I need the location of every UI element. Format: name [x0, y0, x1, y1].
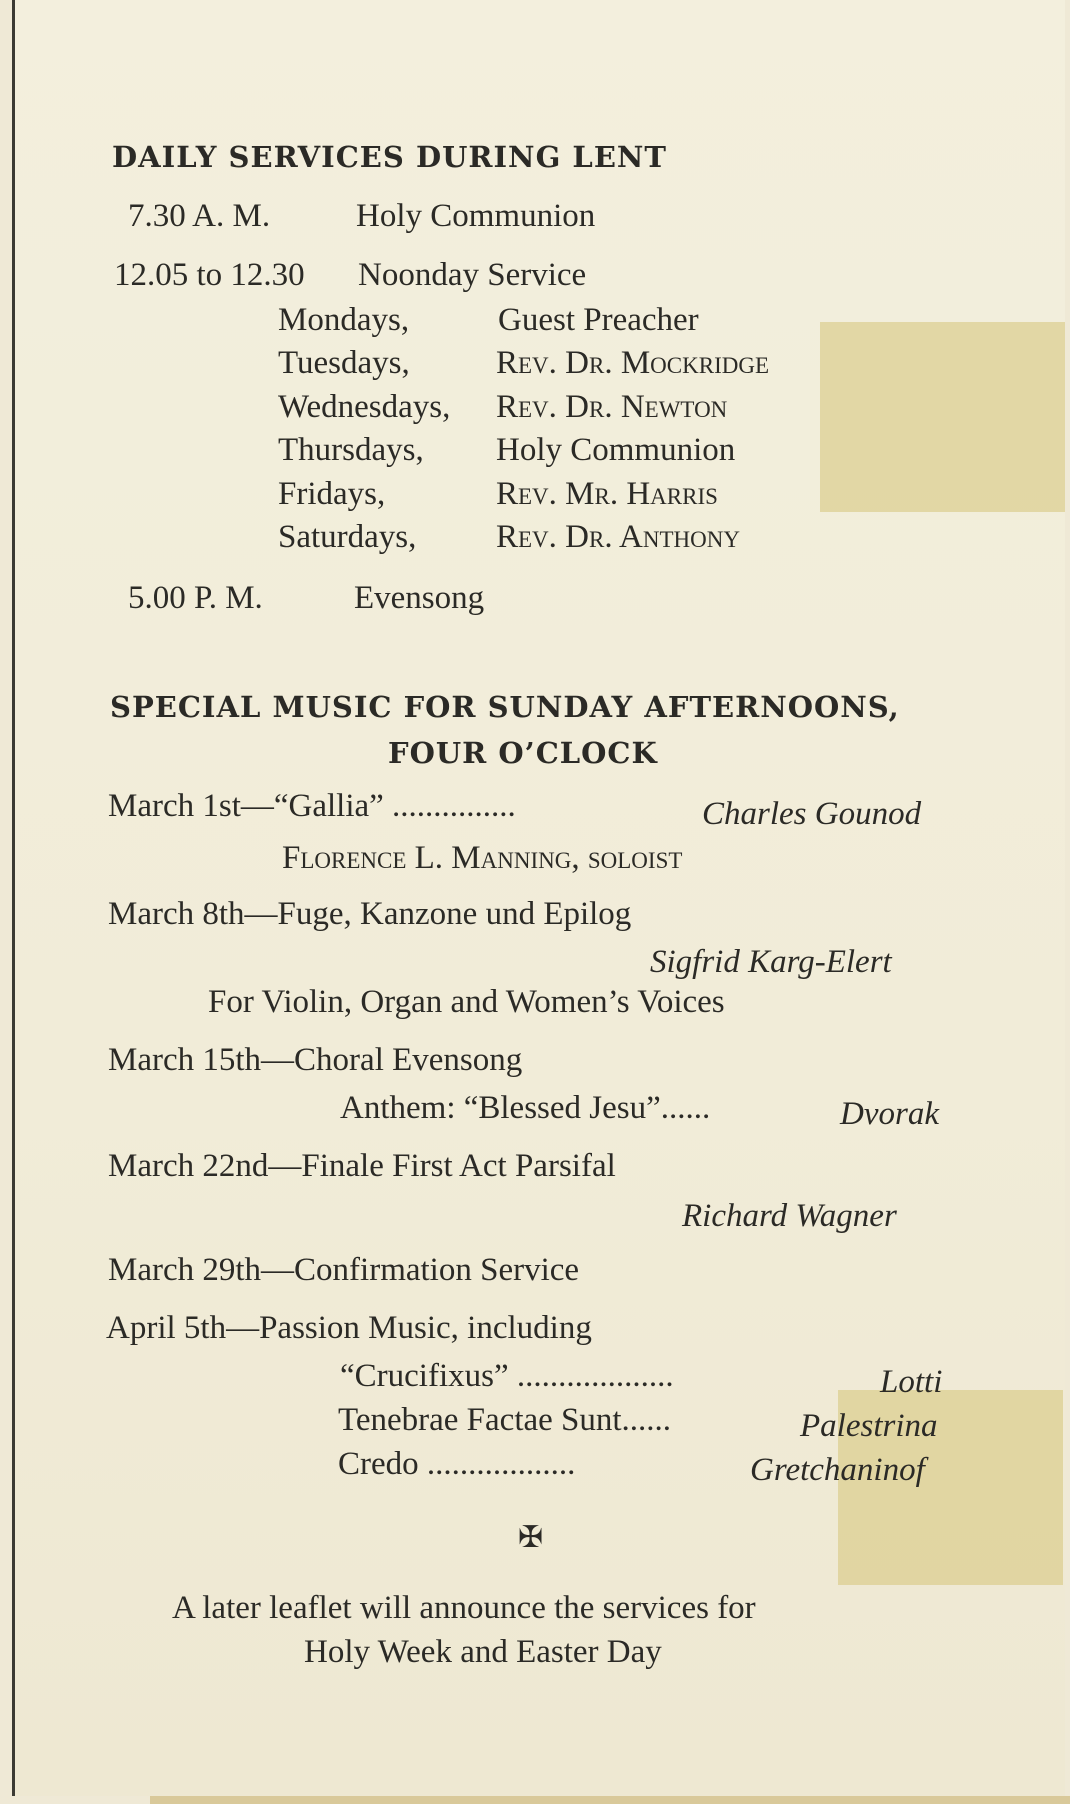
evening-time: 5.00 P. M.	[128, 580, 263, 616]
program-item: Credo ..................	[338, 1446, 576, 1482]
special-music-subheading: FOUR O’CLOCK	[388, 736, 658, 770]
program-entry: March 15th—Choral Evensong	[108, 1042, 523, 1078]
daily-services-heading: DAILY SERVICES DURING LENT	[112, 140, 668, 174]
anthem: Anthem: “Blessed Jesu”......	[340, 1090, 711, 1126]
morning-time: 7.30 A. M.	[128, 198, 271, 234]
weekday-name: Fridays,	[278, 476, 386, 512]
program-entry: April 5th—Passion Music, including	[106, 1310, 592, 1346]
noon-time: 12.05 to 12.30	[114, 257, 305, 293]
special-music-heading: SPECIAL MUSIC FOR SUNDAY AFTERNOONS,	[110, 690, 900, 724]
program-entry: March 29th—Confirmation Service	[108, 1252, 580, 1288]
program-entry: March 22nd—Finale First Act Parsifal	[108, 1148, 616, 1184]
soloist-note: Florence L. Manning, soloist	[282, 840, 683, 876]
evening-service: Evensong	[354, 580, 485, 616]
weekday-name: Mondays,	[278, 302, 410, 338]
program-note: For Violin, Organ and Women’s Voices	[208, 984, 725, 1020]
weekday-leader: Rev. Dr. Newton	[496, 389, 728, 425]
tape-stain	[820, 322, 1065, 512]
weekday-leader: Rev. Dr. Anthony	[496, 519, 740, 555]
weekday-leader: Rev. Dr. Mockridge	[496, 345, 770, 381]
weekday-name: Tuesdays,	[278, 345, 410, 381]
composer: Sigfrid Karg-Elert	[650, 944, 892, 980]
weekday-leader: Rev. Mr. Harris	[496, 476, 718, 512]
morning-service: Holy Communion	[356, 198, 596, 234]
composer: Lotti	[880, 1364, 943, 1400]
composer: Dvorak	[840, 1096, 939, 1132]
noon-service: Noonday Service	[358, 257, 587, 293]
program-entry: March 8th—Fuge, Kanzone und Epilog	[108, 896, 632, 932]
weekday-leader: Holy Communion	[496, 432, 736, 468]
program-entry: March 1st—“Gallia” ...............	[108, 788, 516, 824]
weekday-name: Saturdays,	[278, 519, 417, 555]
weekday-leader: Guest Preacher	[498, 302, 699, 338]
footer-line: A later leaflet will announce the services for	[172, 1590, 756, 1626]
composer: Gretchaninof	[750, 1452, 925, 1488]
composer: Richard Wagner	[682, 1198, 897, 1234]
cross-ornament-icon: ✠	[518, 1521, 544, 1554]
weekday-name: Wednesdays,	[278, 389, 451, 425]
program-item: Tenebrae Factae Sunt......	[338, 1402, 672, 1438]
composer: Charles Gounod	[702, 796, 922, 832]
weekday-name: Thursdays,	[278, 432, 424, 468]
program-item: “Crucifixus” ...................	[340, 1358, 674, 1394]
paper-edge	[150, 1796, 1070, 1804]
composer: Palestrina	[800, 1408, 938, 1444]
footer-line: Holy Week and Easter Day	[304, 1634, 662, 1670]
